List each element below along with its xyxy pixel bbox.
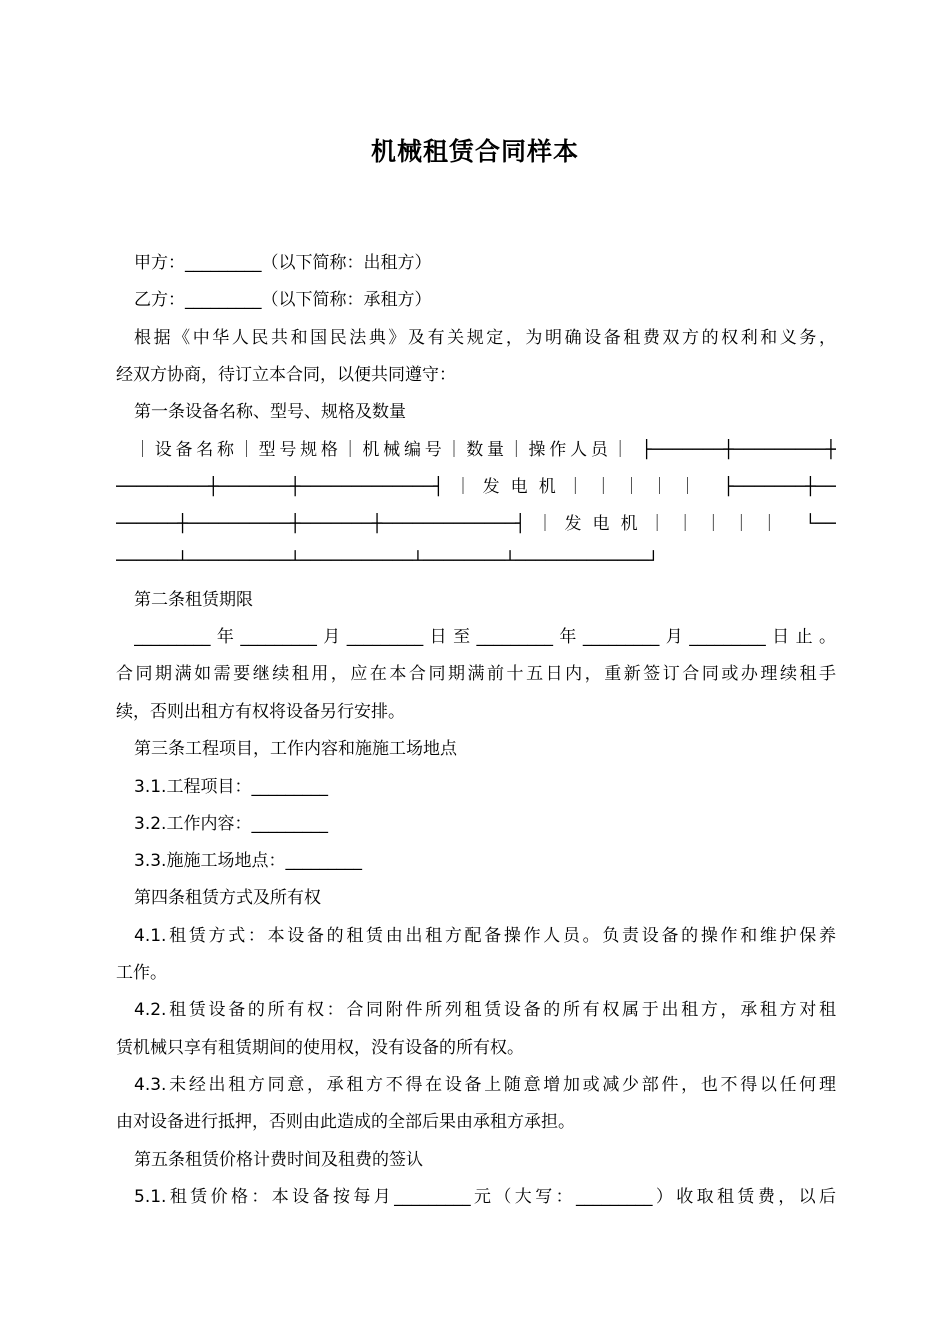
equipment-table-line-1: ｜设备名称｜型号规格｜机械编号｜数量｜操作人员｜ ├───────┼─────────┼ [134,440,836,460]
modification-line-1: 4.3.未经出租方同意，承租方不得在设备上随意增加或减少部件，也不得以任何理 [134,1075,836,1095]
lease-method-line-2: 工作。 [116,963,167,983]
preamble-line-1: 根据《中华人民共和国民法典》及有关规定，为明确设备租费双方的权利和义务， [134,328,836,348]
lease-method-line-1: 4.1.租赁方式：本设备的租赁由出租方配备操作人员。负责设备的操作和维护保养 [134,926,836,946]
renewal-line-2: 续，否则出租方有权将设备另行安排。 [116,702,405,722]
renewal-line-1: 合同期满如需要继续租用，应在本合同期满前十五日内，重新签订合同或办理续租手 [116,664,836,684]
preamble-line-2: 经双方协商，待订立本合同，以便共同遵守： [116,365,456,385]
article-2-heading: 第二条租赁期限 [134,590,253,610]
document-title: 机械租赁合同样本 [370,137,579,166]
party-b-line: 乙方：_________（以下简称：承租方） [134,290,432,310]
ownership-line-1: 4.2.租赁设备的所有权：合同附件所列租赁设备的所有权属于出租方，承租方对租 [134,1000,836,1020]
ownership-line-2: 赁机械只享有租赁期间的使用权，没有设备的所有权。 [116,1038,524,1058]
lease-term-line: _________年_________月_________日至_________年_________月_________日止。 [134,627,836,647]
equipment-table-line-3: ──────┼──────────┼───────┼─────────────┤｜发电机｜｜｜｜｜ └── [116,514,836,534]
modification-line-2: 由对设备进行抵押，否则由此造成的全部后果由承租方承担。 [116,1112,575,1132]
article-4-heading: 第四条租赁方式及所有权 [134,888,321,908]
article-1-heading: 第一条设备名称、型号、规格及数量 [134,402,406,422]
equipment-table-line-4: ──────┴──────────┴───────────┴────────┴─────────────┘ [116,551,659,571]
equipment-table-line-2: ─────────┼───────┼─────────────┤｜发电机｜｜｜｜｜ ├───────┼── [116,477,836,497]
article-3-heading: 第三条工程项目，工作内容和施施工场地点 [134,739,457,759]
rental-price-line: 5.1.租赁价格：本设备按每月_________元（大写：_________）收取租赁费，以后 [134,1187,836,1207]
work-content-line: 3.2.工作内容：_________ [134,814,328,834]
site-line: 3.3.施施工场地点：_________ [134,851,362,871]
article-5-heading: 第五条租赁价格计费时间及租费的签认 [134,1150,423,1170]
project-line: 3.1.工程项目：_________ [134,777,328,797]
party-a-line: 甲方：_________（以下简称：出租方） [134,253,432,273]
